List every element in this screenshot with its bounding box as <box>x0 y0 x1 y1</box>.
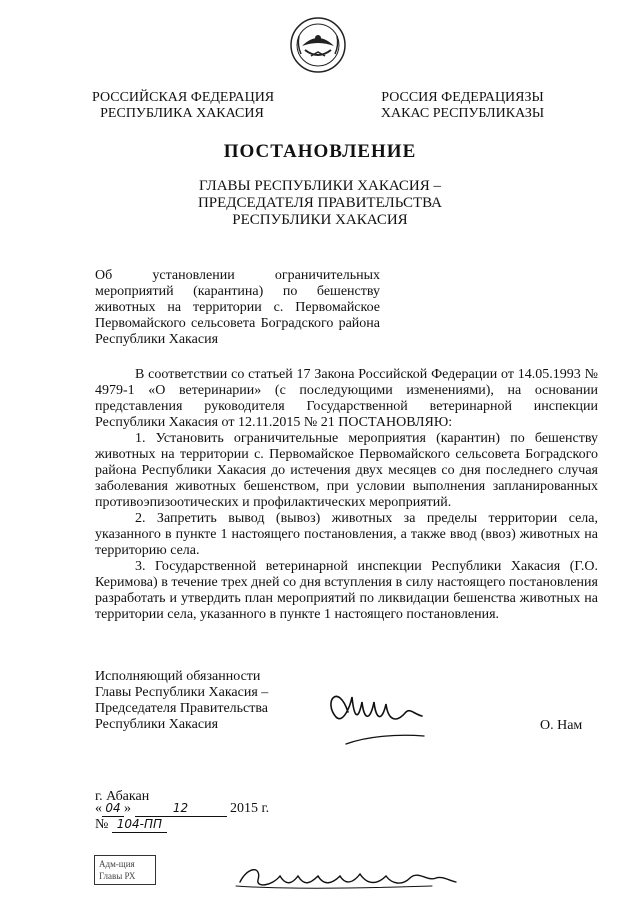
date-year: 2015 г. <box>230 801 270 816</box>
item-3-paragraph: 3. Государственной ветеринарной инспекции Республики Хакасия (Г.О. Керимова) в течение трех дней со дня вступления в силу настоящего постановления разработать и утвердить план мероприятий по ликвидации бешенства животных на территории села, указанного в пункте 1 настоящего постановления. <box>95 559 598 622</box>
clerk-signature <box>232 858 462 894</box>
document-subtitle <box>150 178 490 229</box>
signatory-line1: Исполняющий обязанности <box>95 669 261 684</box>
header-left-line2: РЕСПУБЛИКА ХАКАСИЯ <box>100 106 264 121</box>
city: г. Абакан <box>95 789 150 804</box>
subtitle-line1: ГЛАВЫ РЕСПУБЛИКИ ХАКАСИЯ – <box>198 178 442 194</box>
document-subject: Об установлении ограничительных мероприятий (карантина) по бешенству животных на территории с. Первомайское Первомайского сельсовета Боградского района Республики Хакасия <box>95 268 380 347</box>
date-day: 04 <box>102 800 124 817</box>
coat-of-arms-emblem <box>289 16 347 74</box>
document-number <box>95 816 167 833</box>
registry-stamp <box>94 855 156 885</box>
date-month: 12 <box>135 800 227 817</box>
document-body <box>95 367 598 623</box>
subtitle-line3: РЕСПУБЛИКИ ХАКАСИЯ <box>232 212 408 228</box>
number-prefix: № <box>95 817 109 832</box>
header-left <box>92 90 275 122</box>
item-1-paragraph: 1. Установить ограничительные мероприятия (карантин) по бешенству животных на территории с. Первомайское Первомайского сельсовета Боградского района Республики Хакасия до истечения двух месяцев со дня последнего случая заболевания животных бешенством, при условии выполнения запланированных противоэпизоотических и профилактических мероприятий. <box>95 431 598 510</box>
subtitle-line2: ПРЕДСЕДАТЕЛЯ ПРАВИТЕЛЬСТВА <box>197 195 443 211</box>
date-open-quote: « <box>95 801 102 816</box>
header-left-line1: РОССИЙСКАЯ ФЕДЕРАЦИЯ <box>92 90 275 105</box>
document-title: ПОСТАНОВЛЕНИЕ <box>223 141 417 162</box>
signatory-line4: Республики Хакасия <box>95 717 219 732</box>
stamp-line1: Адм-щия <box>99 859 135 869</box>
item-2-paragraph: 2. Запретить вывод (вывоз) животных за пределы территории села, указанного в пункте 1 настоящего постановления, а также ввод (ввоз) животных на территорию села. <box>95 511 598 558</box>
stamp-line2: Главы РХ <box>99 871 136 881</box>
handwritten-signature <box>318 672 428 752</box>
header-right-line1: РОССИЯ ФЕДЕРАЦИЯЗЫ <box>381 90 544 105</box>
signatory-line2: Главы Республики Хакасия – <box>95 685 269 700</box>
signatory-line3: Председателя Правительства <box>95 701 269 716</box>
signatory-title <box>95 669 295 733</box>
preamble-paragraph: В соответствии со статьей 17 Закона Российской Федерации от 14.05.1993 № 4979-1 «О ветеринарии» (с последующими изменениями), на основании представления руководителя Государственной ветеринарной инспекции Республики Хакасия от 12.11.2015 № 21 ПОСТАНОВЛЯЮ: <box>95 367 598 430</box>
number-value: 104-ПП <box>112 816 167 833</box>
document-date <box>95 800 269 817</box>
date-close-quote: » <box>124 801 131 816</box>
header-right-line2: ХАКАС РЕСПУБЛИКАЗЫ <box>380 106 545 121</box>
header-right <box>380 90 545 122</box>
signatory-name: О. Нам <box>540 718 583 733</box>
